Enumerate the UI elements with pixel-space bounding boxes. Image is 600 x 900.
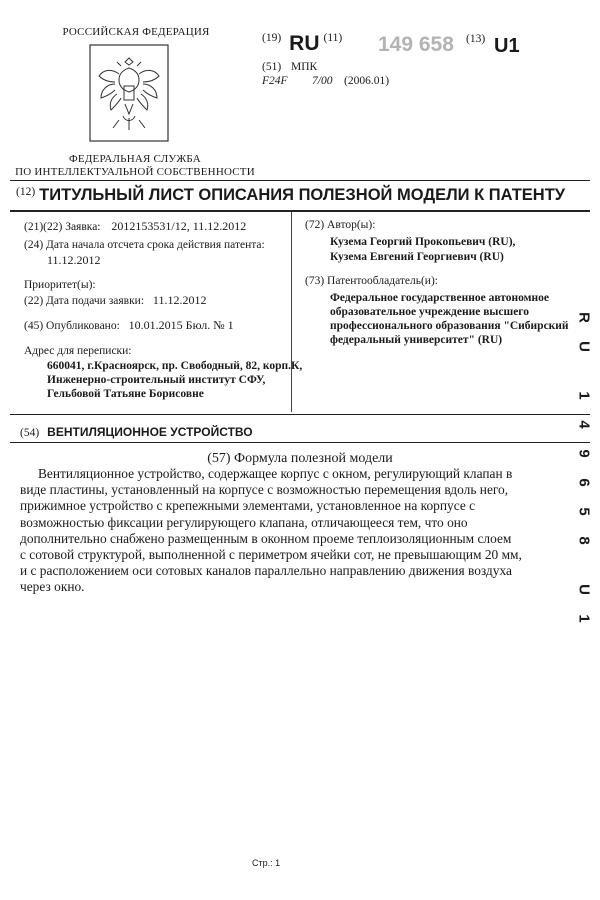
filing-label: (22) Дата подачи заявки: — [24, 295, 145, 307]
claim-line: Вентиляционное устройство, содержащее корпус с окном, регулирующий клапан в — [38, 466, 513, 481]
side-patent-number — [574, 303, 594, 633]
mpk-label: МПК — [291, 61, 318, 73]
holder-line: образовательное учреждение высшего — [330, 306, 529, 318]
claim-line: и с расположением оси сотовых каналов параллельно направлению движения воздуха — [20, 563, 512, 579]
divider-title — [10, 210, 590, 212]
country-name: РОССИЙСКАЯ ФЕДЕРАЦИЯ — [62, 26, 210, 38]
claim-line: через окно. — [20, 579, 85, 595]
title-text: ТИТУЛЬНЫЙ ЛИСТ ОПИСАНИЯ ПОЛЕЗНОЙ МОДЕЛИ К ПАТЕНТУ — [39, 186, 566, 204]
application-row — [24, 219, 246, 234]
side-char — [574, 361, 594, 381]
code-19: (19) — [262, 32, 282, 44]
holder-line: Федеральное государственное автономное — [330, 292, 549, 304]
claims-heading: (57) Формула полезной модели — [207, 451, 393, 466]
side-char: 9 — [575, 449, 593, 458]
priority-label: Приоритет(ы): — [24, 279, 96, 291]
application-value: 2012153531/12, 11.12.2012 — [111, 219, 247, 233]
application-label: (21)(22) Заявка: — [24, 221, 101, 233]
claim-line: возможностью фиксации регулирующего клапана, отличающееся тем, что оно — [20, 514, 468, 530]
start-date-label: (24) Дата начала отсчета срока действия патента: — [24, 239, 265, 251]
side-char: 6 — [575, 478, 593, 487]
page-number: Стр.: 1 — [252, 858, 281, 868]
side-char: R — [575, 312, 593, 323]
authors-list — [330, 235, 515, 265]
side-char: 1 — [575, 391, 593, 400]
filing-row — [24, 293, 206, 308]
code-11: (11) — [323, 32, 343, 44]
holder-line: федеральный университет" (RU) — [330, 334, 503, 346]
address-line: Инженерно-строительный институт СФУ, — [47, 374, 266, 386]
emblem-logo — [89, 44, 169, 142]
side-char: 1 — [575, 614, 593, 623]
side-char: U — [575, 341, 593, 352]
divider-bottom — [10, 442, 590, 443]
side-char: 5 — [575, 507, 593, 516]
address-block — [47, 359, 302, 401]
document-title — [16, 186, 565, 205]
claim-line: прижимное устройство с крепежными элементами, установленное на корпусе с — [20, 498, 476, 514]
title-code: (12) — [16, 186, 36, 198]
side-char — [574, 555, 594, 575]
agency-line-2: ПО ИНТЕЛЛЕКТУАЛЬНОЙ СОБСТВЕННОСТИ — [15, 166, 255, 178]
invention-title-row — [20, 423, 253, 441]
ipc-year: (2006.01) — [344, 75, 390, 87]
patent-number-block — [262, 32, 342, 58]
holder-line: профессионального образования "Сибирский — [330, 320, 569, 332]
side-char: 8 — [575, 536, 593, 545]
divider-middle — [10, 414, 590, 415]
address-label: Адрес для переписки: — [24, 345, 132, 357]
claim-line: дополнительно снабжено размещенным в оконном проеме теплоизоляционным слоем — [20, 530, 512, 546]
filing-value: 11.12.2012 — [152, 293, 207, 307]
address-line: Гельбовой Татьяне Борисовне — [47, 388, 204, 400]
invention-code: (54) — [20, 427, 40, 439]
ipc-class: F24F — [262, 75, 288, 87]
published-value: 10.01.2015 Бюл. № 1 — [128, 318, 234, 332]
published-row — [24, 318, 234, 333]
side-char: U — [575, 584, 593, 595]
patent-number: 149 658 — [378, 33, 454, 56]
claims-text — [20, 466, 568, 596]
claim-line: с сотовой структурой, выполненной с периметром ячейки сот, не превышающим 20 мм, — [20, 547, 522, 563]
holder-label: (73) Патентообладатель(и): — [305, 275, 438, 287]
published-label: (45) Опубликовано: — [24, 320, 120, 332]
invention-title: ВЕНТИЛЯЦИОННОЕ УСТРОЙСТВО — [47, 425, 253, 439]
divider-top — [10, 180, 590, 181]
address-line: 660041, г.Красноярск, пр. Свободный, 82, корп.К, — [47, 360, 303, 372]
kind-code: U1 — [494, 35, 520, 57]
ipc-group: 7/00 — [312, 75, 333, 87]
holder-block — [330, 291, 569, 347]
code-13: (13) — [466, 33, 486, 45]
authors-label: (72) Автор(ы): — [305, 219, 376, 231]
code-51: (51) — [262, 61, 282, 73]
start-date-value: 11.12.2012 — [47, 253, 101, 267]
author-name: Кузема Георгий Прокопьевич (RU), — [330, 236, 516, 248]
author-name: Кузема Евгений Георгиевич (RU) — [330, 251, 504, 263]
side-char: 4 — [575, 420, 593, 429]
country-code: RU — [289, 32, 320, 55]
agency-line-1: ФЕДЕРАЛЬНАЯ СЛУЖБА — [69, 153, 201, 165]
claim-line: виде пластины, установленный на корпусе с возможностью перемещения вдоль него, — [20, 482, 509, 498]
